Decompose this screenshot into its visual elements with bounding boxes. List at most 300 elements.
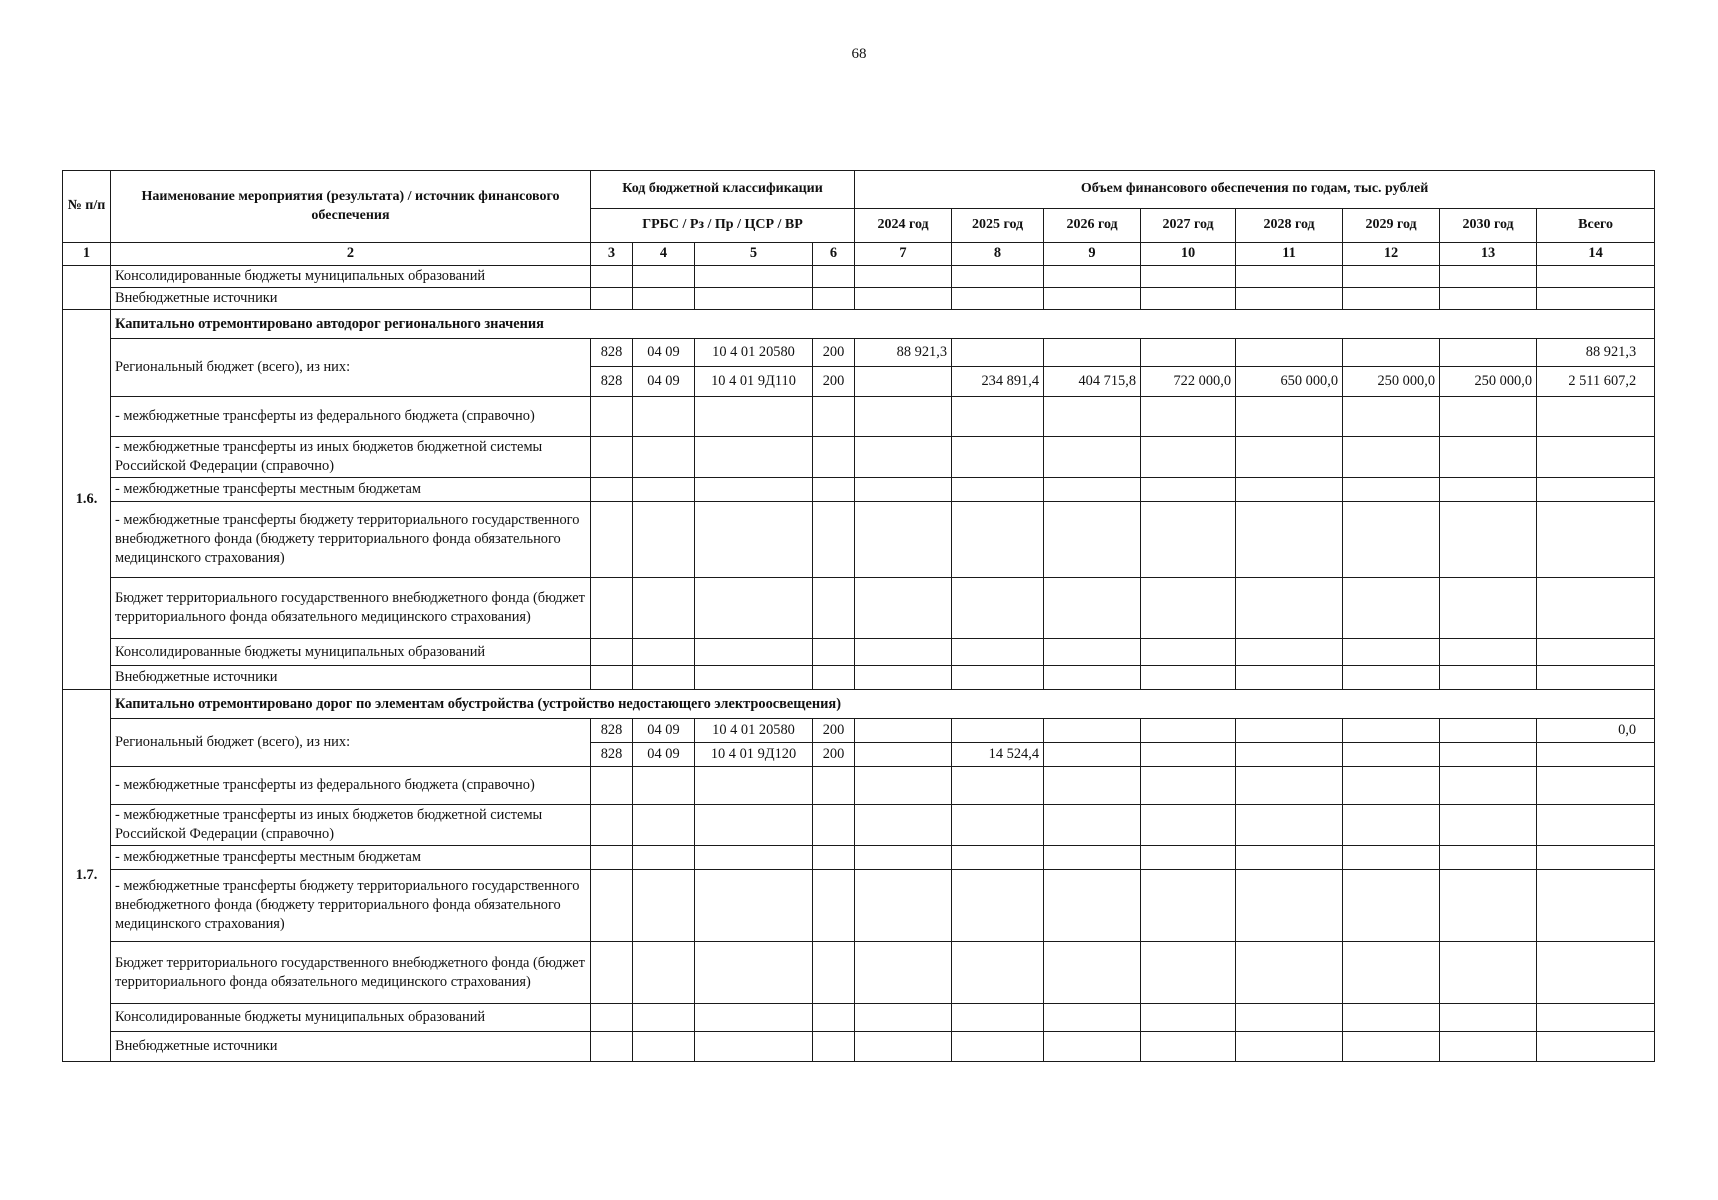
year-value: [1440, 743, 1537, 767]
empty-cell: [695, 397, 813, 437]
empty-cell: [1236, 942, 1343, 1004]
empty-cell: [813, 478, 855, 502]
column-number: 11: [1236, 243, 1343, 266]
empty-cell: [855, 437, 952, 478]
empty-cell: [813, 846, 855, 870]
empty-cell: [952, 767, 1044, 805]
empty-cell: [855, 1032, 952, 1062]
empty-cell: [1343, 870, 1440, 942]
year-value: [1343, 743, 1440, 767]
vr-code: 200: [813, 719, 855, 743]
grbs-code: 828: [591, 339, 633, 367]
header-finance-group: Объем финансового обеспечения по годам, тыс. рублей: [855, 171, 1655, 209]
empty-cell: [1537, 478, 1655, 502]
empty-cell: [952, 502, 1044, 578]
column-number: 2: [111, 243, 591, 266]
source-row: [63, 437, 1655, 478]
empty-cell: [1141, 666, 1236, 690]
empty-cell: [633, 578, 695, 639]
empty-cell: [695, 870, 813, 942]
empty-cell: [952, 846, 1044, 870]
empty-cell: [1044, 288, 1141, 310]
year-value: [1236, 719, 1343, 743]
source-row: [63, 1032, 1655, 1062]
section-title: Капитально отремонтировано дорог по элементам обустройства (устройство недостающего электроосвещения): [111, 690, 1655, 719]
empty-cell: [591, 288, 633, 310]
empty-cell: [1537, 1032, 1655, 1062]
empty-cell: [1044, 666, 1141, 690]
empty-cell: [695, 846, 813, 870]
empty-cell: [633, 1004, 695, 1032]
column-number: 13: [1440, 243, 1537, 266]
vr-code: 200: [813, 339, 855, 367]
empty-cell: [633, 846, 695, 870]
year-value: 650 000,0: [1236, 367, 1343, 397]
empty-cell: [952, 805, 1044, 846]
empty-cell: [591, 639, 633, 666]
year-value: [1440, 339, 1537, 367]
empty-cell: [855, 266, 952, 288]
empty-cell: [1440, 805, 1537, 846]
source-row: [63, 767, 1655, 805]
empty-cell: [1343, 666, 1440, 690]
empty-cell: [1141, 767, 1236, 805]
empty-cell: [1141, 942, 1236, 1004]
source-row: [63, 846, 1655, 870]
empty-cell: [952, 1004, 1044, 1032]
empty-cell: [1537, 288, 1655, 310]
header-year: 2027 год: [1141, 209, 1236, 243]
column-number: 14: [1537, 243, 1655, 266]
column-number: 1: [63, 243, 111, 266]
empty-cell: [695, 666, 813, 690]
source-name: Консолидированные бюджеты муниципальных образований: [111, 266, 591, 288]
empty-cell: [1537, 767, 1655, 805]
year-value: [1044, 339, 1141, 367]
empty-cell: [1044, 578, 1141, 639]
empty-cell: [1044, 478, 1141, 502]
empty-cell: [813, 942, 855, 1004]
source-name: - межбюджетные трансферты из иных бюджетов бюджетной системы Российской Федерации (справочно): [111, 437, 591, 478]
empty-cell: [1440, 666, 1537, 690]
empty-cell: [633, 767, 695, 805]
empty-cell: [1141, 805, 1236, 846]
empty-cell: [591, 437, 633, 478]
header-year: 2030 год: [1440, 209, 1537, 243]
empty-cell: [695, 578, 813, 639]
empty-cell: [952, 942, 1044, 1004]
empty-cell: [695, 478, 813, 502]
empty-cell: [855, 288, 952, 310]
empty-cell: [1044, 437, 1141, 478]
header-year: 2025 год: [952, 209, 1044, 243]
empty-cell: [952, 478, 1044, 502]
source-name: Бюджет территориального государственного внебюджетного фонда (бюджет территориального фонда обязательного медицинского страхования): [111, 942, 591, 1004]
budget-label: Региональный бюджет (всего), из них:: [111, 339, 591, 397]
column-number: 10: [1141, 243, 1236, 266]
empty-cell: [855, 397, 952, 437]
empty-cell: [1141, 502, 1236, 578]
source-row: [63, 805, 1655, 846]
header-year: 2029 год: [1343, 209, 1440, 243]
empty-cell: [855, 805, 952, 846]
empty-cell: [1537, 666, 1655, 690]
empty-cell: [952, 639, 1044, 666]
empty-cell: [813, 578, 855, 639]
section-number: 1.6.: [63, 310, 111, 690]
grbs-code: 828: [591, 743, 633, 767]
year-value: [1141, 719, 1236, 743]
empty-cell: [1537, 942, 1655, 1004]
empty-cell: [813, 767, 855, 805]
financing-table: [62, 170, 1655, 1062]
source-name: - межбюджетные трансферты бюджету территориального государственного внебюджетного фонда (бюджету территориального фонда обязательного медицинского страхования): [111, 502, 591, 578]
empty-cell: [1343, 578, 1440, 639]
year-value: [952, 339, 1044, 367]
year-value: 404 715,8: [1044, 367, 1141, 397]
source-row: [63, 502, 1655, 578]
section-number: 1.7.: [63, 690, 111, 1062]
header-total: Всего: [1537, 209, 1655, 243]
csr-code: 10 4 01 20580: [695, 339, 813, 367]
empty-cell: [1440, 478, 1537, 502]
header-year: 2026 год: [1044, 209, 1141, 243]
csr-code: 10 4 01 20580: [695, 719, 813, 743]
empty-cell: [1141, 870, 1236, 942]
empty-cell: [1044, 942, 1141, 1004]
header-year: 2024 год: [855, 209, 952, 243]
empty-cell: [633, 502, 695, 578]
source-name: - межбюджетные трансферты из федерального бюджета (справочно): [111, 397, 591, 437]
empty-cell: [695, 1004, 813, 1032]
empty-cell: [1044, 502, 1141, 578]
empty-cell: [813, 288, 855, 310]
empty-cell: [591, 578, 633, 639]
empty-cell: [1236, 288, 1343, 310]
empty-cell: [1141, 846, 1236, 870]
source-name: Внебюджетные источники: [111, 1032, 591, 1062]
column-number: 4: [633, 243, 695, 266]
empty-cell: [1440, 397, 1537, 437]
empty-cell: [952, 578, 1044, 639]
source-name: - межбюджетные трансферты бюджету территориального государственного внебюджетного фонда (бюджету территориального фонда обязательного медицинского страхования): [111, 870, 591, 942]
section-title-row: [63, 690, 1655, 719]
empty-cell: [1044, 397, 1141, 437]
empty-cell: [591, 767, 633, 805]
rz-pr-code: 04 09: [633, 367, 695, 397]
empty-cell: [695, 437, 813, 478]
source-row: [63, 942, 1655, 1004]
source-name: - межбюджетные трансферты местным бюджетам: [111, 846, 591, 870]
source-name: Внебюджетные источники: [111, 666, 591, 690]
empty-cell: [1343, 1032, 1440, 1062]
empty-cell: [591, 266, 633, 288]
empty-cell: [633, 437, 695, 478]
source-row: [63, 870, 1655, 942]
empty-cell: [591, 942, 633, 1004]
empty-cell: [591, 1032, 633, 1062]
empty-cell: [1044, 266, 1141, 288]
empty-cell: [1141, 288, 1236, 310]
empty-cell: [855, 870, 952, 942]
empty-cell: [1141, 397, 1236, 437]
empty-cell: [695, 805, 813, 846]
empty-cell: [1537, 266, 1655, 288]
empty-cell: [1236, 666, 1343, 690]
empty-cell: [1440, 1032, 1537, 1062]
budget-label: Региональный бюджет (всего), из них:: [111, 719, 591, 767]
source-name: - межбюджетные трансферты из иных бюджетов бюджетной системы Российской Федерации (справочно): [111, 805, 591, 846]
empty-cell: [591, 846, 633, 870]
grbs-code: 828: [591, 367, 633, 397]
empty-cell: [1236, 397, 1343, 437]
year-value: [1141, 339, 1236, 367]
empty-cell: [591, 502, 633, 578]
empty-cell: [855, 502, 952, 578]
empty-cell: [1440, 870, 1537, 942]
year-value: [1044, 743, 1141, 767]
header-name: Наименование мероприятия (результата) / источник финансового обеспечения: [111, 171, 591, 243]
source-name: Внебюджетные источники: [111, 288, 591, 310]
total-value: 0,0: [1537, 719, 1655, 743]
csr-code: 10 4 01 9Д120: [695, 743, 813, 767]
empty-cell: [1343, 767, 1440, 805]
empty-cell: [1537, 397, 1655, 437]
empty-cell: [591, 1004, 633, 1032]
empty-cell: [1044, 1004, 1141, 1032]
empty-cell: [855, 639, 952, 666]
table-row: [63, 288, 1655, 310]
empty-cell: [952, 666, 1044, 690]
empty-cell: [1537, 437, 1655, 478]
empty-cell: [1537, 502, 1655, 578]
empty-cell: [813, 1032, 855, 1062]
year-value: [855, 719, 952, 743]
year-value: [1236, 743, 1343, 767]
empty-cell: [1440, 502, 1537, 578]
column-number-row: [63, 243, 1655, 266]
empty-cell: [1537, 639, 1655, 666]
total-value: 2 511 607,2: [1537, 367, 1655, 397]
empty-cell: [952, 266, 1044, 288]
empty-cell: [633, 666, 695, 690]
rz-pr-code: 04 09: [633, 743, 695, 767]
header-code-group: Код бюджетной классификации: [591, 171, 855, 209]
empty-cell: [695, 502, 813, 578]
empty-cell: [1236, 639, 1343, 666]
empty-cell: [1141, 1004, 1236, 1032]
empty-cell: [855, 846, 952, 870]
grbs-code: 828: [591, 719, 633, 743]
empty-cell: [1343, 1004, 1440, 1032]
empty-cell: [591, 870, 633, 942]
empty-cell: [1343, 502, 1440, 578]
table-header: [63, 171, 1655, 266]
empty-cell: [1044, 846, 1141, 870]
source-row: [63, 478, 1655, 502]
empty-cell: [1440, 288, 1537, 310]
year-value: 250 000,0: [1343, 367, 1440, 397]
empty-cell: [855, 767, 952, 805]
empty-cell: [695, 639, 813, 666]
empty-cell: [813, 1004, 855, 1032]
empty-cell: [1236, 1032, 1343, 1062]
empty-cell: [1440, 266, 1537, 288]
header-num: № п/п: [63, 171, 111, 243]
empty-cell: [633, 805, 695, 846]
empty-cell: [1236, 870, 1343, 942]
year-value: 234 891,4: [952, 367, 1044, 397]
source-row: [63, 666, 1655, 690]
empty-cell: [1343, 942, 1440, 1004]
empty-cell: [1141, 578, 1236, 639]
budget-code-row: [63, 719, 1655, 743]
empty-cell: [591, 805, 633, 846]
empty-cell: [1236, 767, 1343, 805]
empty-cell: [855, 666, 952, 690]
empty-cell: [855, 578, 952, 639]
empty-cell: [1044, 767, 1141, 805]
column-number: 8: [952, 243, 1044, 266]
empty-cell: [591, 478, 633, 502]
source-name: Бюджет территориального государственного внебюджетного фонда (бюджет территориального фонда обязательного медицинского страхования): [111, 578, 591, 639]
header-code-sub: ГРБС / Рз / Пр / ЦСР / ВР: [591, 209, 855, 243]
empty-cell: [1236, 846, 1343, 870]
year-value: [1236, 339, 1343, 367]
total-value: [1537, 743, 1655, 767]
row-number-cell: [63, 266, 111, 310]
empty-cell: [952, 870, 1044, 942]
empty-cell: [952, 288, 1044, 310]
year-value: [1343, 719, 1440, 743]
empty-cell: [591, 666, 633, 690]
empty-cell: [1343, 639, 1440, 666]
column-number: 3: [591, 243, 633, 266]
empty-cell: [1044, 1032, 1141, 1062]
empty-cell: [813, 666, 855, 690]
empty-cell: [813, 805, 855, 846]
empty-cell: [1236, 437, 1343, 478]
empty-cell: [633, 1032, 695, 1062]
empty-cell: [1236, 805, 1343, 846]
source-row: [63, 578, 1655, 639]
source-name: Консолидированные бюджеты муниципальных образований: [111, 639, 591, 666]
source-row: [63, 639, 1655, 666]
year-value: [855, 367, 952, 397]
year-value: 722 000,0: [1141, 367, 1236, 397]
empty-cell: [813, 397, 855, 437]
empty-cell: [1343, 805, 1440, 846]
source-row: [63, 397, 1655, 437]
column-number: 7: [855, 243, 952, 266]
section-title-row: [63, 310, 1655, 339]
empty-cell: [813, 437, 855, 478]
header-year: 2028 год: [1236, 209, 1343, 243]
empty-cell: [1141, 266, 1236, 288]
empty-cell: [1141, 639, 1236, 666]
empty-cell: [633, 478, 695, 502]
empty-cell: [1343, 397, 1440, 437]
column-number: 5: [695, 243, 813, 266]
empty-cell: [633, 288, 695, 310]
empty-cell: [1236, 578, 1343, 639]
empty-cell: [813, 870, 855, 942]
rz-pr-code: 04 09: [633, 719, 695, 743]
empty-cell: [591, 397, 633, 437]
empty-cell: [813, 266, 855, 288]
column-number: 12: [1343, 243, 1440, 266]
empty-cell: [695, 266, 813, 288]
empty-cell: [813, 502, 855, 578]
source-name: - межбюджетные трансферты местным бюджетам: [111, 478, 591, 502]
source-row: [63, 1004, 1655, 1032]
empty-cell: [1440, 1004, 1537, 1032]
empty-cell: [695, 767, 813, 805]
empty-cell: [1236, 266, 1343, 288]
empty-cell: [1343, 846, 1440, 870]
empty-cell: [1440, 639, 1537, 666]
year-value: [1440, 719, 1537, 743]
empty-cell: [633, 639, 695, 666]
empty-cell: [1044, 870, 1141, 942]
empty-cell: [1141, 437, 1236, 478]
empty-cell: [695, 288, 813, 310]
empty-cell: [1343, 288, 1440, 310]
empty-cell: [633, 266, 695, 288]
empty-cell: [1141, 1032, 1236, 1062]
column-number: 6: [813, 243, 855, 266]
empty-cell: [1343, 437, 1440, 478]
year-value: 250 000,0: [1440, 367, 1537, 397]
empty-cell: [1440, 942, 1537, 1004]
empty-cell: [855, 478, 952, 502]
empty-cell: [855, 1004, 952, 1032]
section-title: Капитально отремонтировано автодорог регионального значения: [111, 310, 1655, 339]
empty-cell: [1343, 478, 1440, 502]
budget-code-row: [63, 339, 1655, 367]
year-value: [952, 719, 1044, 743]
page-number: 68: [851, 46, 867, 62]
source-name: Консолидированные бюджеты муниципальных образований: [111, 1004, 591, 1032]
year-value: 88 921,3: [855, 339, 952, 367]
empty-cell: [855, 942, 952, 1004]
year-value: 14 524,4: [952, 743, 1044, 767]
empty-cell: [813, 639, 855, 666]
year-value: [855, 743, 952, 767]
csr-code: 10 4 01 9Д110: [695, 367, 813, 397]
table-row: [63, 266, 1655, 288]
empty-cell: [1440, 767, 1537, 805]
empty-cell: [1537, 805, 1655, 846]
empty-cell: [633, 942, 695, 1004]
empty-cell: [1236, 1004, 1343, 1032]
source-name: - межбюджетные трансферты из федерального бюджета (справочно): [111, 767, 591, 805]
empty-cell: [952, 1032, 1044, 1062]
empty-cell: [695, 942, 813, 1004]
empty-cell: [1044, 639, 1141, 666]
empty-cell: [1537, 578, 1655, 639]
empty-cell: [1537, 870, 1655, 942]
empty-cell: [695, 1032, 813, 1062]
empty-cell: [633, 397, 695, 437]
column-number: 9: [1044, 243, 1141, 266]
empty-cell: [1343, 266, 1440, 288]
total-value: 88 921,3: [1537, 339, 1655, 367]
vr-code: 200: [813, 367, 855, 397]
empty-cell: [1440, 846, 1537, 870]
empty-cell: [1440, 578, 1537, 639]
empty-cell: [1236, 502, 1343, 578]
